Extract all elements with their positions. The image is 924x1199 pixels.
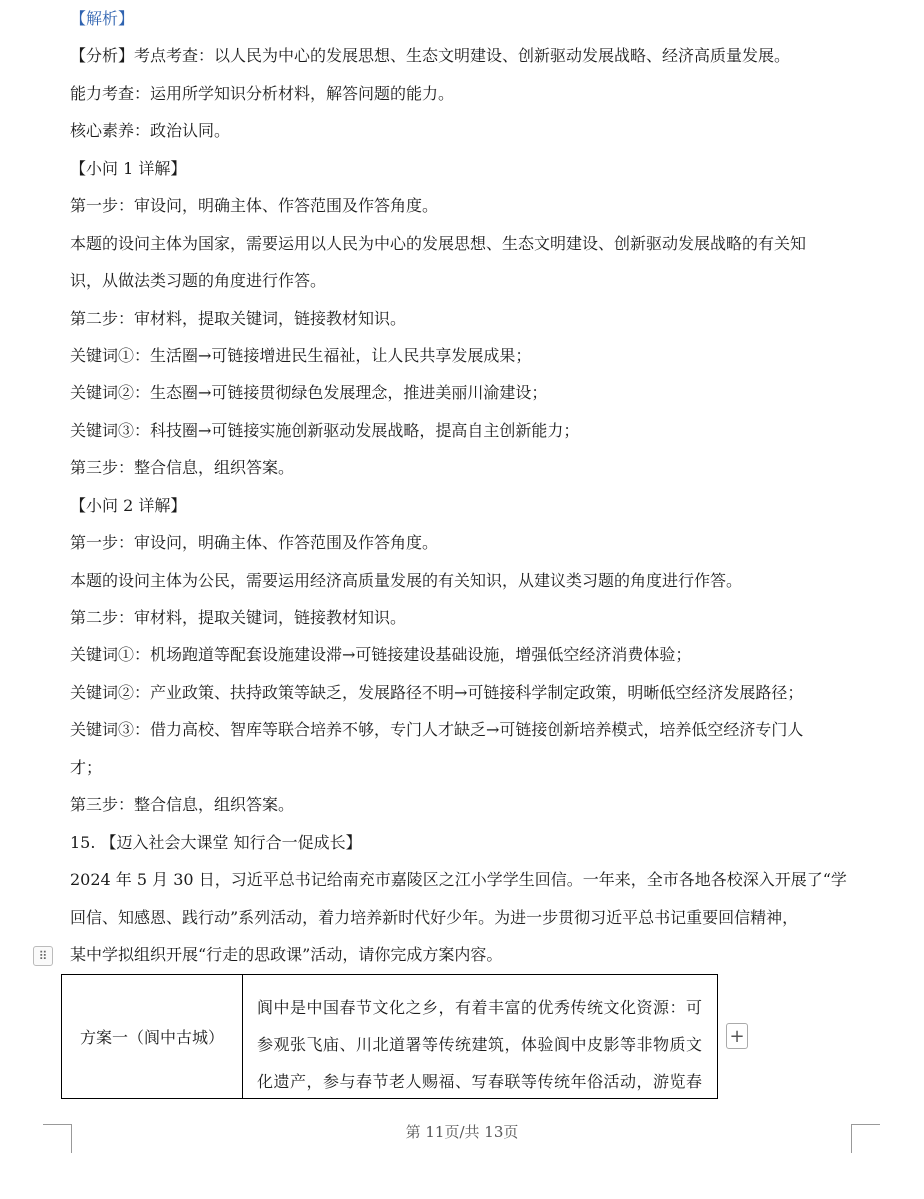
section-heading: 【解析】 bbox=[70, 9, 135, 28]
subheading: 【小问 2 详解】 bbox=[70, 496, 187, 515]
text-line: 第一步：审设问，明确主体、作答范围及作答角度。 bbox=[70, 196, 439, 215]
plan-name-cell[interactable]: 方案一（阆中古城） bbox=[62, 975, 243, 1098]
text-line: 第一步：审设问，明确主体、作答范围及作答角度。 bbox=[70, 533, 439, 552]
question-title: 15. 【迈入社会大课堂 知行合一促成长】 bbox=[70, 833, 362, 852]
text-line: 第三步：整合信息，组织答案。 bbox=[70, 795, 295, 814]
text-line: 关键词①：机场跑道等配套设施建设滞→可链接建设基础设施，增强低空经济消费体验； bbox=[70, 645, 692, 664]
subheading: 【小问 1 详解】 bbox=[70, 159, 187, 178]
page-number: 第 11页/共 13页 bbox=[405, 1123, 519, 1141]
plan-content-cell[interactable]: 阆中是中国春节文化之乡，有着丰富的优秀传统文化资源：可参观张飞庙、川北道署等传统建筑，体验阆中皮影等非物质文化遗产，参与春节老人赐福、写春联等传统年俗活动，游览春 bbox=[257, 998, 703, 1091]
text-line: 关键词③：科技圈→可链接实施创新驱动发展战略，提高自主创新能力； bbox=[70, 421, 580, 440]
drag-handle-icon[interactable]: ⠿ bbox=[33, 946, 53, 966]
text-line: 第二步：审材料，提取关键词，链接教材知识。 bbox=[70, 608, 407, 627]
text-line: 核心素养：政治认同。 bbox=[70, 121, 231, 140]
text-line: 才； bbox=[70, 758, 103, 777]
text-line: 本题的设问主体为公民，需要运用经济高质量发展的有关知识，从建议类习题的角度进行作答。 bbox=[70, 571, 743, 590]
text-line: 识，从做法类习题的角度进行作答。 bbox=[70, 271, 327, 290]
text-line: 关键词③：借力高校、智库等联合培养不够，专门人才缺乏→可链接创新培养模式，培养低空经济专门人 bbox=[70, 720, 804, 739]
text-line: 关键词①：生活圈→可链接增进民生福祉，让人民共享发展成果； bbox=[70, 346, 532, 365]
text-line: 能力考查：运用所学知识分析材料，解答问题的能力。 bbox=[70, 84, 455, 103]
text-line: 第三步：整合信息，组织答案。 bbox=[70, 458, 295, 477]
text-line: 第二步：审材料，提取关键词，链接教材知识。 bbox=[70, 309, 407, 328]
analysis-line: 【分析】考点考查：以人民为中心的发展思想、生态文明建设、创新驱动发展战略、经济高质量发展。 bbox=[70, 46, 791, 65]
text-line: 2024 年 5 月 30 日，习近平总书记给南充市嘉陵区之江小学学生回信。一年来，全市各地各校深入开展了“学 bbox=[70, 870, 847, 889]
text-line: 某中学拟组织开展“行走的思政课”活动，请你完成方案内容。 bbox=[70, 945, 503, 964]
plus-icon[interactable]: + bbox=[726, 1023, 748, 1049]
text-line: 关键词②：产业政策、扶持政策等缺乏，发展路径不明→可链接科学制定政策，明晰低空经济发展路径； bbox=[70, 683, 804, 702]
text-line: 回信、知感恩、践行动”系列活动，着力培养新时代好少年。为进一步贯彻习近平总书记重要回信精神， bbox=[70, 908, 799, 927]
text-line: 关键词②：生态圈→可链接贯彻绿色发展理念，推进美丽川渝建设； bbox=[70, 383, 548, 402]
text-line: 本题的设问主体为国家，需要运用以人民为中心的发展思想、生态文明建设、创新驱动发展战略的有关知 bbox=[70, 234, 807, 253]
plan-table bbox=[61, 974, 718, 1099]
